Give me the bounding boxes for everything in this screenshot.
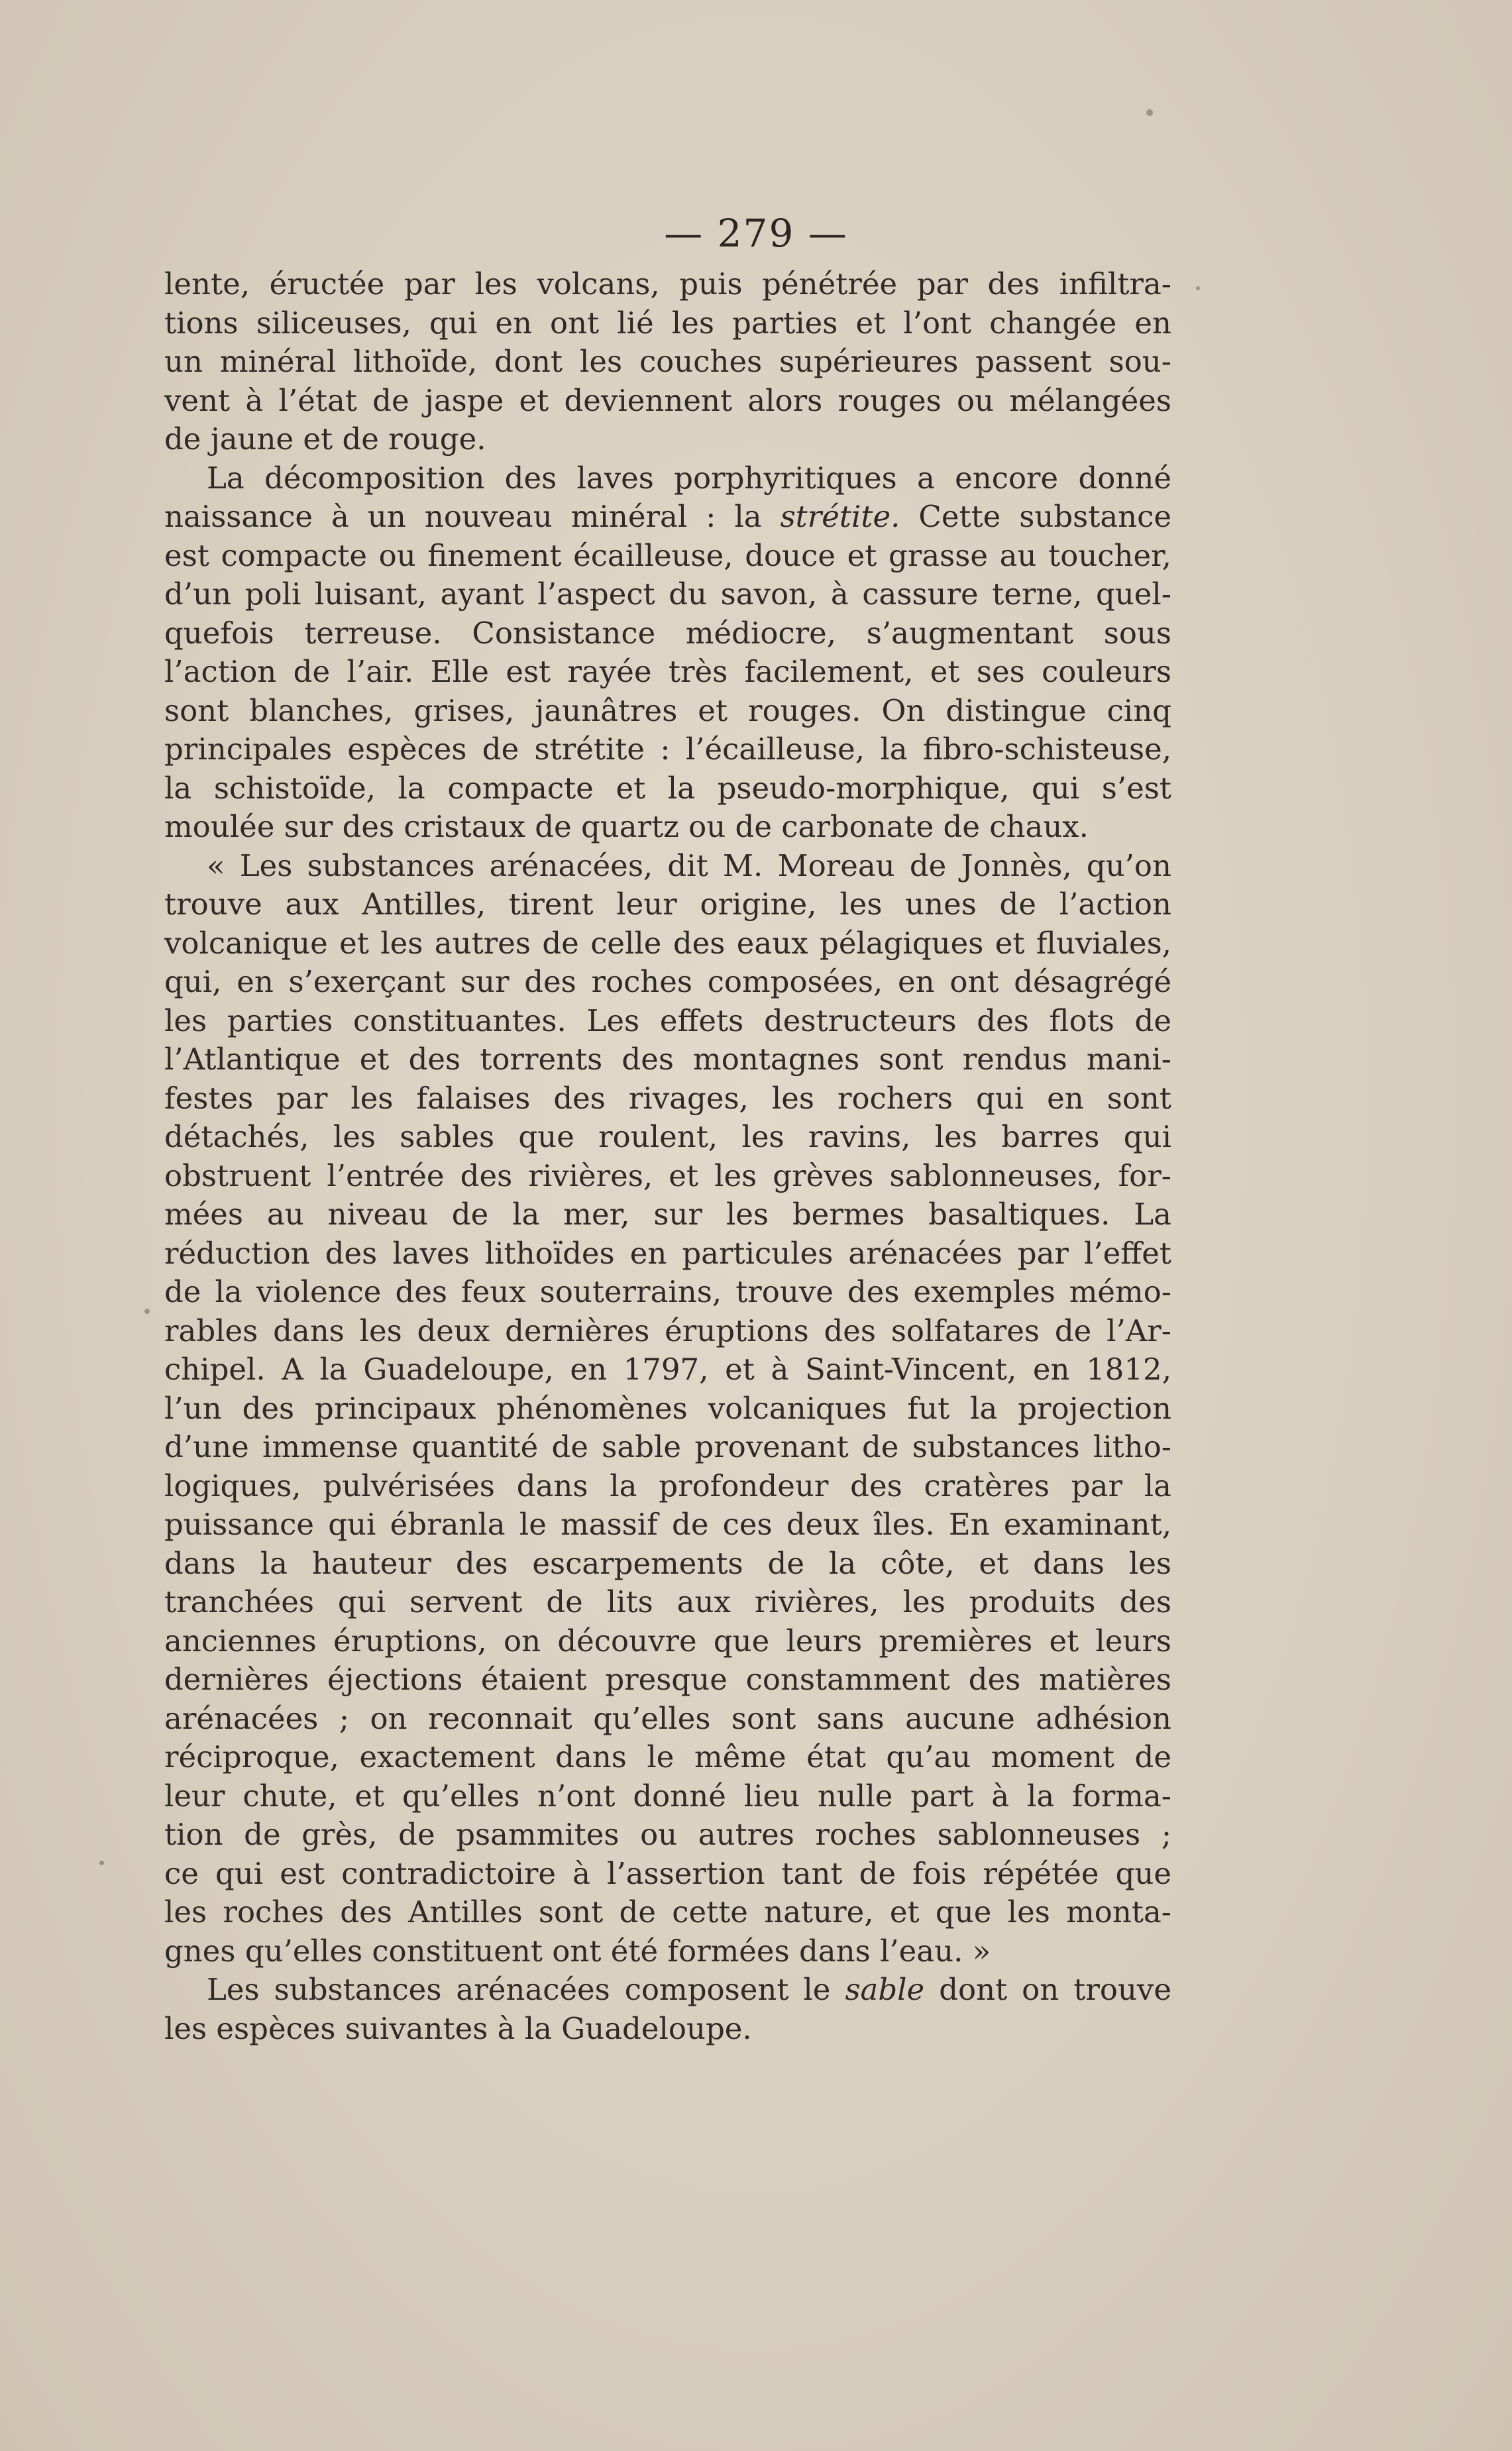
text-line: vent à l’état de jaspe et deviennent alors rouges ou mélangées: [164, 382, 1171, 418]
text-line: dernières éjections étaient presque constamment des matières: [164, 1662, 1171, 1697]
italic-term: sable: [845, 1972, 925, 2007]
text-line: leur chute, et qu’elles n’ont donné lieu nulle part à la forma-: [164, 1778, 1171, 1814]
text-line: chipel. A la Guadeloupe, en 1797, et à Saint-Vincent, en 1812,: [164, 1352, 1171, 1387]
text-line: volcanique et les autres de celle des eaux pélagiques et fluviales,: [164, 925, 1171, 961]
text-line: les roches des Antilles sont de cette nature, et que les monta-: [164, 1894, 1171, 1930]
italic-term: strétite.: [780, 499, 900, 534]
text-line: obstruent l’entrée des rivières, et les grèves sablonneuses, for-: [164, 1158, 1171, 1193]
text-line: « Les substances arénacées, dit M. Moreau de Jonnès, qu’on: [207, 847, 1171, 883]
text-line: arénacées ; on reconnait qu’elles sont sans aucune adhésion: [164, 1700, 1171, 1736]
text-line: de la violence des feux souterrains, trouve des exemples mémo-: [164, 1274, 1171, 1309]
text-line: les parties constituantes. Les effets destructeurs des flots de: [164, 1003, 1171, 1038]
text-line: d’une immense quantité de sable provenant de substances litho-: [164, 1429, 1171, 1464]
text-line: rables dans les deux dernières éruptions des solfatares de l’Ar-: [164, 1313, 1171, 1348]
text-span: naissance à un nouveau minéral : la: [164, 499, 781, 534]
text-line: réciproque, exactement dans le même état qu’au moment de: [164, 1739, 1171, 1774]
text-line: de jaune et de rouge.: [164, 421, 486, 457]
text-line: l’un des principaux phénomènes volcaniques fut la projection: [164, 1390, 1171, 1426]
text-line: tion de grès, de psammites ou autres roches sablonneuses ;: [164, 1817, 1171, 1852]
text-line: mées au niveau de la mer, sur les bermes basaltiques. La: [164, 1197, 1171, 1232]
text-span: dont on trouve: [924, 1972, 1171, 2007]
text-line: principales espèces de strétite : l’écailleuse, la fibro-schisteuse,: [164, 732, 1171, 767]
text-line: l’action de l’air. Elle est rayée très facilement, et ses couleurs: [164, 654, 1171, 689]
scan-speck: [99, 1861, 104, 1865]
scan-speck: [144, 1309, 150, 1314]
text-span: Les substances arénacées composent le: [207, 1972, 845, 2007]
text-line: la schistoïde, la compacte et la pseudo-morphique, qui s’est: [164, 770, 1171, 806]
text-line: les espèces suivantes à la Guadeloupe.: [164, 2010, 752, 2046]
text-line: puissance qui ébranla le massif de ces deux îles. En examinant,: [164, 1507, 1171, 1542]
text-line: ce qui est contradictoire à l’assertion tant de fois répétée que: [164, 1855, 1171, 1891]
text-line: réduction des laves lithoïdes en particules arénacées par l’effet: [164, 1235, 1171, 1271]
text-line: dans la hauteur des escarpements de la côte, et dans les: [164, 1545, 1171, 1581]
text-line: est compacte ou finement écailleuse, douce et grasse au toucher,: [164, 537, 1171, 573]
text-line: logiques, pulvérisées dans la profondeur des cratères par la: [164, 1468, 1171, 1503]
text-line-with-italic: [164, 498, 1171, 537]
text-line: moulée sur des cristaux de quartz ou de carbonate de chaux.: [164, 809, 1089, 844]
text-line: anciennes éruptions, on découvre que leurs premières et leurs: [164, 1623, 1171, 1659]
text-line: d’un poli luisant, ayant l’aspect du savon, à cassure terne, quel-: [164, 576, 1171, 612]
scan-speck: [1196, 286, 1200, 290]
text-line: qui, en s’exerçant sur des roches composées, en ont désagrégé: [164, 964, 1171, 999]
text-line: tions siliceuses, qui en ont lié les parties et l’ont changée en: [164, 305, 1171, 341]
text-line: lente, éructée par les volcans, puis pénétrée par des infiltra-: [164, 266, 1171, 301]
text-line: sont blanches, grises, jaunâtres et rouges. On distingue cinq: [164, 692, 1171, 728]
text-line: trouve aux Antilles, tirent leur origine, les unes de l’action: [164, 887, 1171, 922]
text-line: détachés, les sables que roulent, les ravins, les barres qui: [164, 1119, 1171, 1154]
scan-speck: [1146, 109, 1153, 116]
text-line: tranchées qui servent de lits aux rivières, les produits des: [164, 1584, 1171, 1619]
text-line: La décomposition des laves porphyritiques a encore donné: [207, 460, 1171, 496]
text-span: Cette substance: [900, 499, 1171, 534]
body-text: [164, 265, 1171, 2048]
page-number: — 279 —: [664, 211, 848, 256]
text-line: festes par les falaises des rivages, les rochers qui en sont: [164, 1080, 1171, 1116]
text-line: gnes qu’elles constituent ont été formées dans l’eau. »: [164, 1933, 991, 1969]
text-line-with-italic: [164, 1971, 1171, 2010]
text-line: quefois terreuse. Consistance médiocre, s’augmentant sous: [164, 615, 1171, 651]
text-line: l’Atlantique et des torrents des montagnes sont rendus mani-: [164, 1042, 1171, 1077]
text-line: un minéral lithoïde, dont les couches supérieures passent sou-: [164, 344, 1171, 379]
